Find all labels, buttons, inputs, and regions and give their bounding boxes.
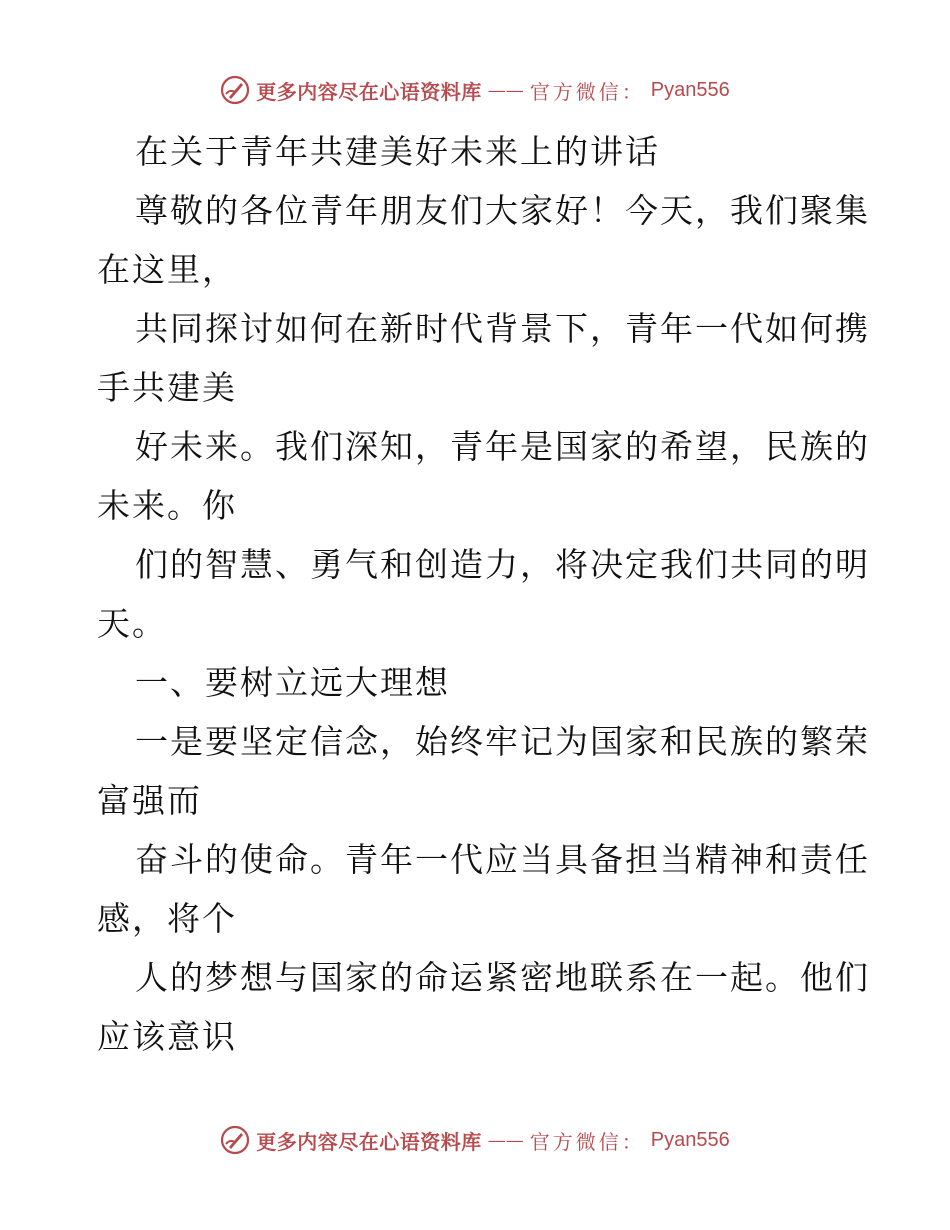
watermark-separator: —— [487,1129,524,1151]
text-line: 们的智慧、勇气和创造力，将决定我们共同的明 [135,545,870,584]
text-line: 共同探讨如何在新时代背景下，青年一代如何携 [135,309,870,348]
text-line: 应该意识 [97,1017,237,1056]
text-line: 人的梦想与国家的命运紧密地联系在一起。他们 [135,958,870,997]
footer-watermark-banner [0,1122,950,1158]
quill-logo-icon [220,75,250,105]
title-line: 在关于青年共建美好未来上的讲话 [135,132,660,171]
wechat-id: Pyan556 [650,1128,730,1151]
text-line: 尊敬的各位青年朋友们大家好！今天，我们聚集 [135,191,870,230]
text-line: 感，将个 [97,899,237,938]
text-line: 未来。你 [97,486,237,525]
text-line: 好未来。我们深知，青年是国家的希望，民族的 [135,427,870,466]
wechat-label: 官方微信： [529,79,645,104]
text-line: 天。 [97,604,167,643]
wechat-id: Pyan556 [650,78,730,101]
text-line: 手共建美 [97,368,237,407]
text-line: 富强而 [97,781,202,820]
header-watermark-banner [0,72,950,108]
watermark-text: 更多内容尽在心语资料库 [256,79,482,104]
watermark-text: 更多内容尽在心语资料库 [256,1129,482,1154]
text-line: 在这里， [97,250,237,289]
watermark-separator: —— [487,79,524,101]
wechat-label: 官方微信： [529,1129,645,1154]
text-line: 奋斗的使命。青年一代应当具备担当精神和责任 [135,840,870,879]
text-line: 一是要坚定信念，始终牢记为国家和民族的繁荣 [135,722,870,761]
section-heading: 一、要树立远大理想 [135,663,450,702]
quill-logo-icon [220,1125,250,1155]
document-body [97,122,870,1066]
